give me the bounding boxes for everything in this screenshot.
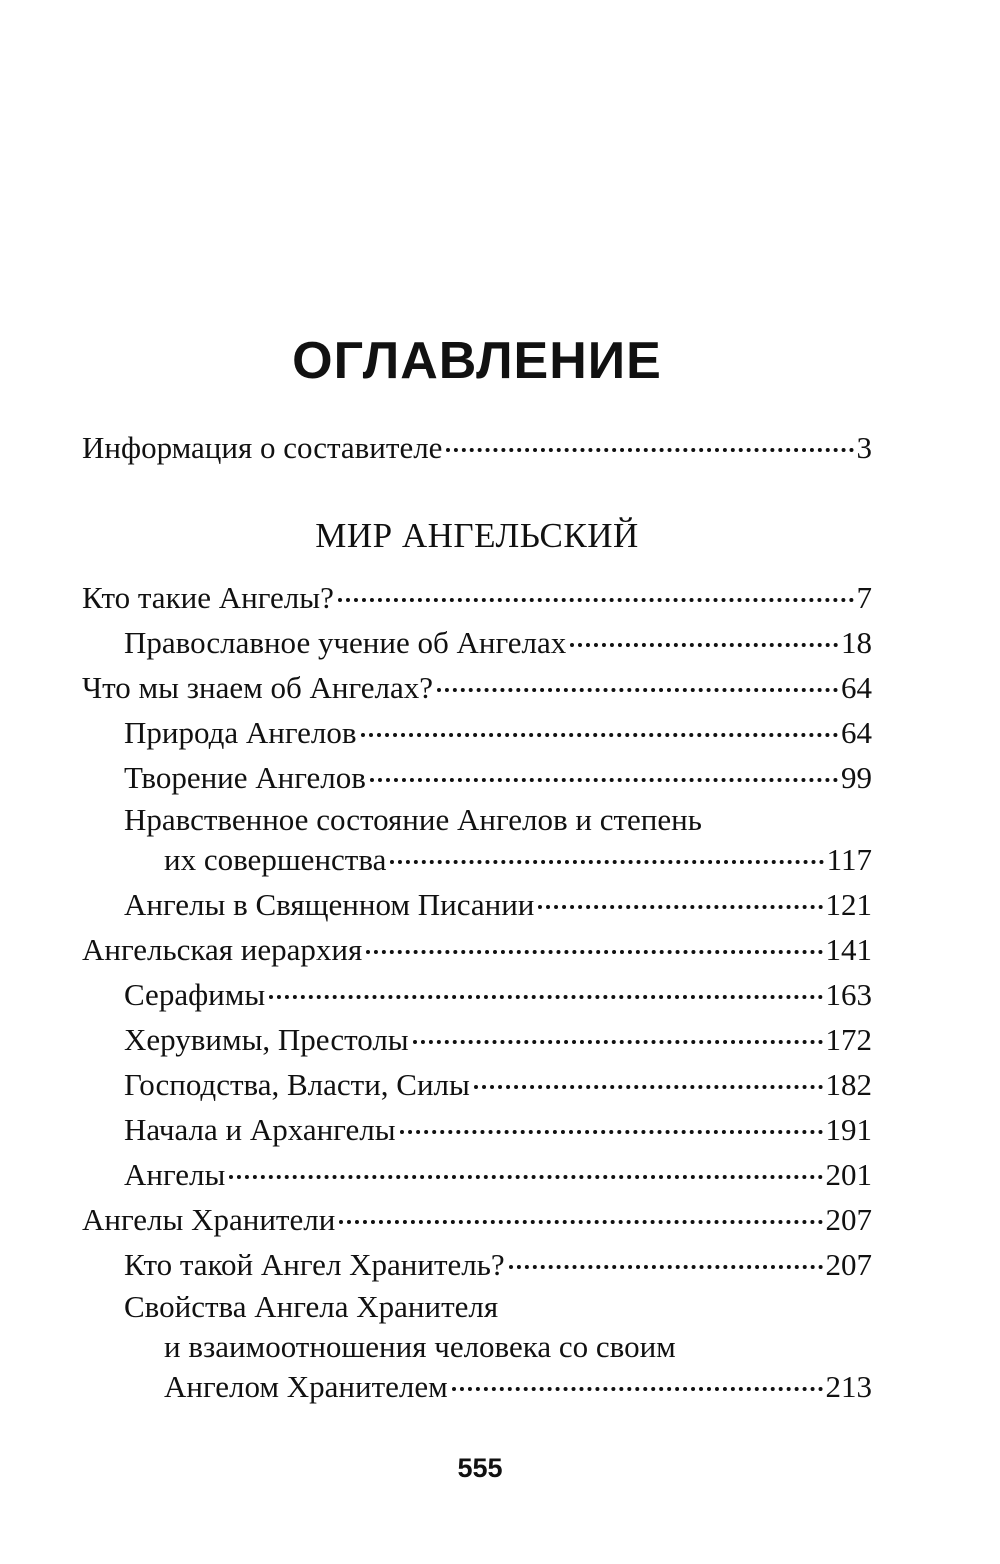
page-number: 555 bbox=[457, 1453, 503, 1483]
toc-entry[interactable] bbox=[164, 1367, 872, 1407]
toc-entry[interactable] bbox=[124, 975, 872, 1015]
toc-entry-page: 121 bbox=[825, 887, 872, 922]
toc-entry-label: Ангелы в Священном Писании bbox=[124, 887, 535, 922]
toc-entry[interactable] bbox=[124, 713, 872, 753]
dot-leader bbox=[446, 448, 853, 452]
dot-leader bbox=[452, 1387, 823, 1391]
toc-entry-line1[interactable]: Свойства Ангела Хранителя bbox=[124, 1289, 499, 1324]
page-title: ОГЛАВЛЕНИЕ bbox=[292, 332, 662, 390]
dot-leader bbox=[361, 733, 838, 737]
dot-leader bbox=[339, 1220, 822, 1224]
toc-entry[interactable] bbox=[82, 578, 872, 618]
dot-leader bbox=[400, 1130, 823, 1134]
toc-entry[interactable] bbox=[164, 840, 872, 880]
dot-leader bbox=[538, 905, 822, 909]
toc-entry-label: Кто такие Ангелы? bbox=[82, 580, 334, 615]
toc-entry[interactable] bbox=[124, 1110, 872, 1150]
toc-entry-label: Творение Ангелов bbox=[124, 760, 366, 795]
dot-leader bbox=[570, 643, 838, 647]
toc-entry-page: 201 bbox=[825, 1157, 872, 1192]
toc-entry-intro[interactable] bbox=[82, 428, 872, 468]
toc-entry-label: Серафимы bbox=[124, 977, 266, 1012]
toc-entry[interactable] bbox=[124, 623, 872, 663]
toc-entry-label: Херувимы, Престолы bbox=[124, 1022, 409, 1057]
toc-entry-page: 191 bbox=[825, 1112, 872, 1147]
toc-entry[interactable] bbox=[124, 1020, 872, 1060]
toc-entry-label: Что мы знаем об Ангелах? bbox=[82, 670, 434, 705]
toc-entry-label: Информация о составителе bbox=[82, 430, 443, 465]
toc-entry[interactable] bbox=[124, 1155, 872, 1195]
toc-entry-page: 141 bbox=[825, 932, 872, 967]
toc-entry-label: Природа Ангелов bbox=[124, 715, 357, 750]
toc-entry-page: 7 bbox=[856, 580, 872, 615]
toc-entry[interactable] bbox=[124, 1065, 872, 1105]
toc-entry-line1[interactable]: Нравственное состояние Ангелов и степень bbox=[124, 802, 702, 837]
toc-entry[interactable] bbox=[124, 885, 872, 925]
toc-entry-label: Православное учение об Ангелах bbox=[124, 625, 567, 660]
toc-entry-line2[interactable]: и взаимоотношения человека со своим bbox=[164, 1329, 676, 1364]
toc-entry-page: 213 bbox=[825, 1369, 872, 1404]
toc-entry-page: 18 bbox=[841, 625, 872, 660]
toc-entry-page: 64 bbox=[841, 670, 872, 705]
dot-leader bbox=[474, 1085, 823, 1089]
toc-entry-label: Кто такой Ангел Хранитель? bbox=[124, 1247, 505, 1282]
dot-leader bbox=[509, 1265, 823, 1269]
toc-entry-page: 99 bbox=[841, 760, 872, 795]
toc-entry-label: Ангелом Хранителем bbox=[164, 1369, 448, 1404]
toc-entry-page: 207 bbox=[825, 1202, 872, 1237]
dot-leader bbox=[229, 1175, 822, 1179]
toc-entry-label: Ангельская иерархия bbox=[82, 932, 363, 967]
toc-entry-page: 207 bbox=[825, 1247, 872, 1282]
dot-leader bbox=[437, 688, 838, 692]
toc-entry-label: Господства, Власти, Силы bbox=[124, 1067, 470, 1102]
section-heading: МИР АНГЕЛЬСКИЙ bbox=[315, 516, 639, 555]
toc-entry[interactable] bbox=[82, 930, 872, 970]
dot-leader bbox=[338, 598, 854, 602]
toc-entry-page: 64 bbox=[841, 715, 872, 750]
toc-entry-label: Начала и Архангелы bbox=[124, 1112, 396, 1147]
toc-entry-label: Ангелы bbox=[124, 1157, 226, 1192]
toc-entry-label: Ангелы Хранители bbox=[82, 1202, 336, 1237]
toc-entry[interactable] bbox=[82, 668, 872, 708]
toc-entry[interactable] bbox=[124, 758, 872, 798]
toc-entry-label: их совершенства bbox=[164, 842, 387, 877]
toc-entry-page: 117 bbox=[826, 842, 872, 877]
toc-entry-page: 3 bbox=[856, 430, 872, 465]
dot-leader bbox=[269, 995, 822, 999]
toc-entry[interactable] bbox=[124, 1245, 872, 1285]
toc-entry-page: 172 bbox=[825, 1022, 872, 1057]
toc-entry-page: 182 bbox=[825, 1067, 872, 1102]
dot-leader bbox=[390, 860, 823, 864]
toc-entry[interactable] bbox=[82, 1200, 872, 1240]
dot-leader bbox=[413, 1040, 823, 1044]
toc-entry-page: 163 bbox=[825, 977, 872, 1012]
dot-leader bbox=[370, 778, 838, 782]
dot-leader bbox=[366, 950, 822, 954]
